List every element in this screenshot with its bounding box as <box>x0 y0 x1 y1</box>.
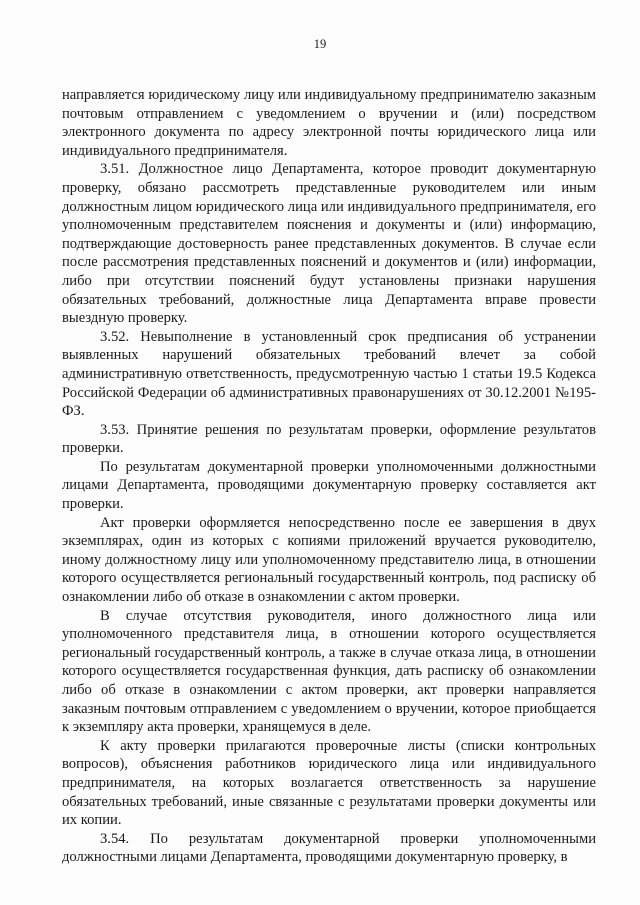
paragraph-3-52: 3.52. Невыполнение в установленный срок предписания об устранении выявленных нарушений обязательных требований влечет за собой административную ответственность, предусмотренную частью 1 статьи 19.5 Кодекса Российской Федерации об административных правонарушениях от 30.12.2001 №195-ФЗ. <box>62 328 596 420</box>
document-body <box>62 86 596 867</box>
paragraph-act-drawn-up: По результатам документарной проверки уполномоченными должностными лицами Департамента, проводящими документарную проверку составляется акт проверки. <box>62 458 596 513</box>
paragraph-act-execution: Акт проверки оформляется непосредственно после ее завершения в двух экземплярах, один из которых с копиями приложений вручается руководителю, иному должностному лицу или уполномоченному представителю лица, в отношении которого осуществляется региональный государственный контроль, под расписку об ознакомлении либо об отказе в ознакомлении с актом проверки. <box>62 514 596 606</box>
paragraph-3-53: 3.53. Принятие решения по результатам проверки, оформление результатов проверки. <box>62 421 596 457</box>
paragraph-absence-case: В случае отсутствия руководителя, иного должностного лица или уполномоченного представителя лица, в отношении которого осуществляется региональный государственный контроль, а также в случае отказа лица, в отношении которого осуществляется государственная функция, дать расписку об ознакомлении либо об отказе в ознакомлении с актом проверки, акт проверки направляется заказным почтовым отправлением с уведомлением о вручении, которое приобщается к экземпляру акта проверки, хранящемуся в деле. <box>62 607 596 736</box>
paragraph-continuation: направляется юридическому лицу или индивидуальному предпринимателю заказным почтовым отправлением с уведомлением о вручении и (или) посредством электронного документа по адресу электронной почты юридического лица или индивидуального предпринимателя. <box>62 87 596 159</box>
paragraph-3-54: 3.54. По результатам документарной проверки уполномоченными должностными лицами Департамента, проводящими документарную проверку, в <box>62 830 596 866</box>
paragraph-attachments: К акту проверки прилагаются проверочные листы (списки контрольных вопросов), объяснения работников юридического лица или индивидуального предпринимателя, на которых возлагается ответственность за нарушение обязательных требований, иные связанные с результатами проверки документы или их копии. <box>62 737 596 829</box>
page-number: 19 <box>313 37 327 51</box>
paragraph-3-51: 3.51. Должностное лицо Департамента, которое проводит документарную проверку, обязано рассмотреть представленные руководителем или иным должностным лицом юридического лица или индивидуального предпринимателя, его уполномоченным представителем пояснения и документы и (или) информацию, подтверждающие достоверность ранее представленных документов. В случае если после рассмотрения представленных пояснений и документов и (или) информации, либо при отсутствии пояснений будут установлены признаки нарушения обязательных требований, должностные лица Департамента вправе провести выездную проверку. <box>62 161 596 327</box>
